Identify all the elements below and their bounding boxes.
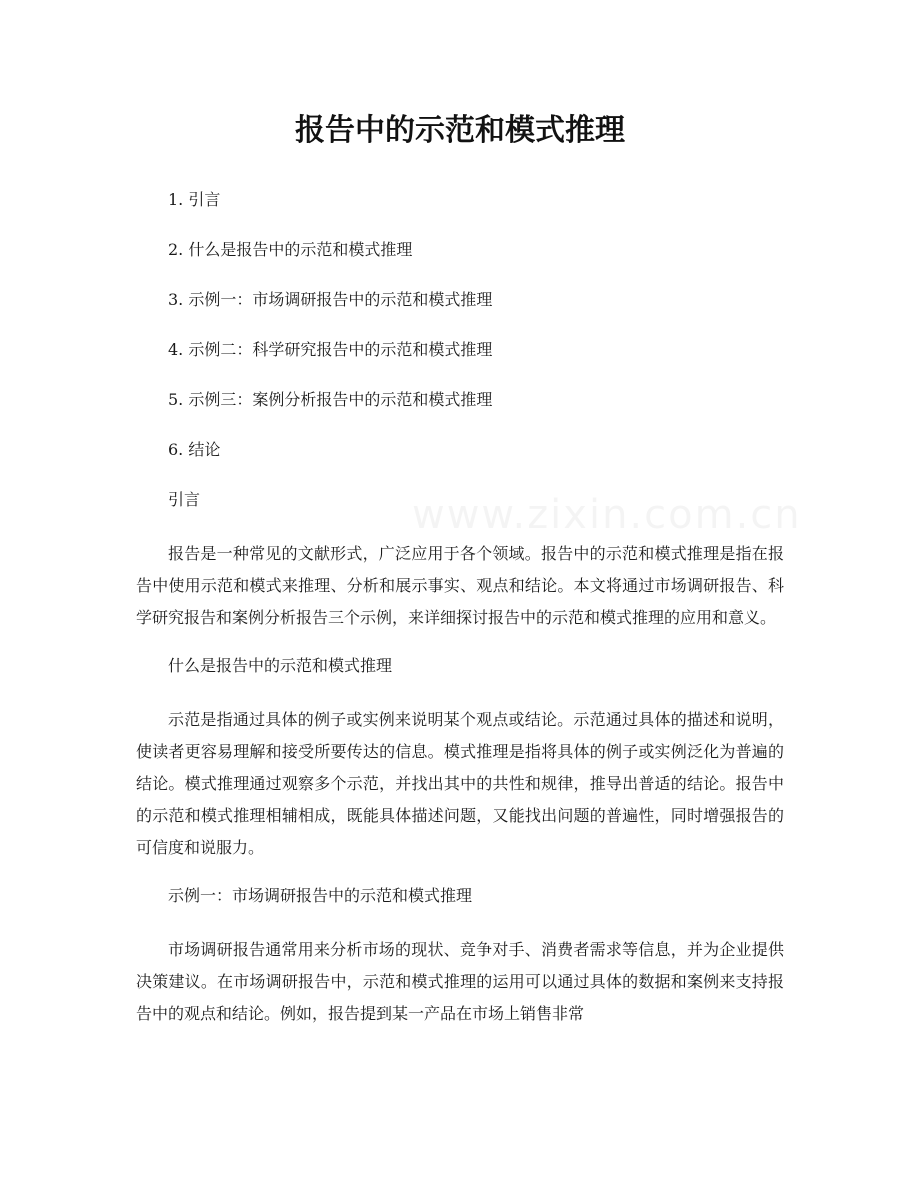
- table-of-contents: [168, 186, 492, 486]
- section-heading-intro: 引言: [168, 490, 201, 509]
- section-paragraph-example-one: 市场调研报告通常用来分析市场的现状、竞争对手、消费者需求等信息，并为企业提供决策建议。在市场调研报告中，示范和模式推理的运用可以通过具体的数据和案例来支持报告中的观点和结论。例如，报告提到某一产品在市场上销售非常: [136, 940, 784, 1023]
- document-title: 报告中的示范和模式推理: [295, 113, 625, 148]
- section-paragraph-intro: 报告是一种常见的文献形式，广泛应用于各个领域。报告中的示范和模式推理是指在报告中使用示范和模式来推理、分析和展示事实、观点和结论。本文将通过市场调研报告、科学研究报告和案例分析报告三个示例，来详细探讨报告中的示范和模式推理的应用和意义。: [136, 544, 784, 627]
- toc-item: 6. 结论: [168, 440, 221, 459]
- toc-item: 1. 引言: [168, 190, 221, 209]
- section-paragraph-definition: 示范是指通过具体的例子或实例来说明某个观点或结论。示范通过具体的描述和说明，使读者更容易理解和接受所要传达的信息。模式推理是指将具体的例子或实例泛化为普遍的结论。模式推理通过观察多个示范，并找出其中的共性和规律，推导出普适的结论。报告中的示范和模式推理相辅相成，既能具体描述问题，又能找出问题的普遍性，同时增强报告的可信度和说服力。: [136, 710, 784, 857]
- toc-item: 4. 示例二：科学研究报告中的示范和模式推理: [168, 340, 493, 359]
- section-heading-definition: 什么是报告中的示范和模式推理: [168, 656, 393, 675]
- toc-item: 3. 示例一：市场调研报告中的示范和模式推理: [168, 290, 493, 309]
- toc-item: 5. 示例三：案例分析报告中的示范和模式推理: [168, 390, 493, 409]
- toc-item: 2. 什么是报告中的示范和模式推理: [168, 240, 413, 259]
- section-heading-example-one: 示例一：市场调研报告中的示范和模式推理: [168, 886, 473, 905]
- document-body: [136, 486, 784, 1048]
